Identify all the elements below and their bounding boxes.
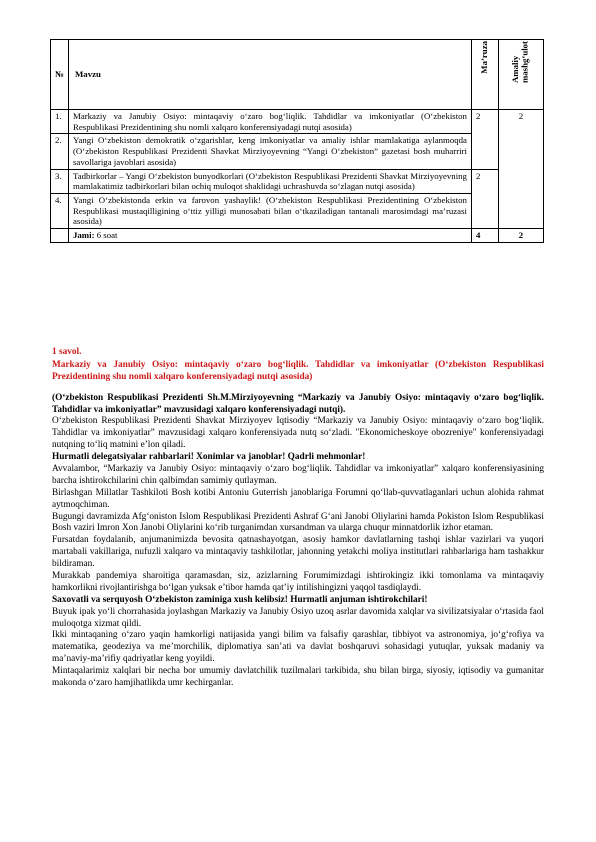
paragraph: Avvalambor, “Markaziy va Janubiy Osiyo: mintaqaviy o‘zaro bog‘liqlik. Tahdidlar va imkoniyatlar” xalqaro konferensiyasining barcha ishtirokchilarini chin qalbimdan samimiy qutlayman. (52, 464, 544, 486)
header-topic: Mavzu (69, 40, 472, 110)
topics-table (50, 39, 544, 243)
header-practical: Amaliy mashg‘ulot (498, 40, 543, 110)
row-topic: Yangi O‘zbekiston demokratik o‘zgarishlar, keng imkoniyatlar va amaliy ishlar mamlakatiga aylanmoqda (O‘zbekiston Respublikasi Prezidenti Shavkat Mirziyoyevning “Yangi O‘zbekiston” gazetasi bosh muharriri savollariga javoblari asosida) (69, 134, 472, 169)
table-row (51, 194, 544, 229)
greeting: Hurmatli delegatsiyalar rahbarlari! Xonimlar va janoblar! Qadrli mehmonlar! (52, 452, 366, 463)
greeting: Saxovatli va serquyosh O‘zbekiston zaminiga xush kelibsiz! Hurmatli anjuman ishtirokchilari! (52, 594, 428, 605)
question-topic: Markaziy va Janubiy Osiyo: mintaqaviy o‘zaro bog‘liqlik. Tahdidlar va imkoniyatlar (O‘zbekiston Respublikasi Prezidentining shu nomli xalqaro konferensiyadagi nutqi asosida) (52, 359, 544, 382)
paragraph: O‘zbekiston Respublikasi Prezidenti Shavkat Mirziyoyev Iqtisodiy “Markaziy va Janubiy Osiyo: mintaqaviy o‘zaro bog‘liqlik. Tahdidlar va imkoniyatlar” mavzusidagi xalqaro konferensiyada nutq so‘zladi. "Ekonomicheskoye obozreniye" konferensiyadagi nutqning to‘liq matnini e’lon qiladi. (52, 416, 544, 451)
lecture-hours-group-2: 2 (471, 169, 498, 229)
table-total-row (51, 229, 544, 243)
row-topic: Markaziy va Janubiy Osiyo: mintaqaviy o‘zaro bog‘liqlik. Tahdidlar va imkoniyatlar (O‘zbekiston Respublikasi Prezidentining shu nomli xalqaro konferensiyadagi nutqi asosida) (69, 110, 472, 134)
speech-heading: (O‘zbekiston Respublikasi Prezidenti Sh.M.Mirziyoyevning “Markaziy va Janubiy Osiyo: mintaqaviy o‘zaro bog‘liqlik. Tahdidlar va imkoniyatlar” mavzusidagi xalqaro konferensiyadagi nutqi). (52, 392, 544, 415)
lecture-hours-group-1: 2 (471, 110, 498, 170)
paragraph: Murakkab pandemiya sharoitiga qaramasdan, siz, azizlarning Forumimizdagi ishtirokingiz ikki tomonlama va mintaqaviy hamkorlikni rivojlantirishga bo‘lgan yuksak e’tibor hamda qat’iy intilishingizni yaqqol tasdiqlaydi. (52, 571, 544, 593)
table-row (51, 110, 544, 134)
row-topic: Yangi O‘zbekistonda erkin va farovon yashaylik! (O‘zbekiston Respublikasi Prezidentining O‘zbekiston Respublikasi mustaqilligining o‘ttiz yilligi munosabati bilan o‘tkaziladigan tantanali marosimdagi ma’ruzasi asosida) (69, 194, 472, 229)
header-lecture: Ma’ruza (471, 40, 498, 110)
question-label: 1 savol. (52, 347, 82, 357)
paragraph: Fursatdan foydalanib, anjumanimizda bevosita qatnashayotgan, asosiy hamkor davlatlarning tashqi ishlar vazirlari va yuqori martabali vakillariga, nufuzli xalqaro va mintaqaviy tashkilotlar, jahonning yetakchi moliya institutlari rahbarlariga ham tashakkur bildiraman. (52, 535, 544, 570)
paragraph: Birlashgan Millatlar Tashkiloti Bosh kotibi Antoniu Guterrish janoblariga Forumni qo‘llab-quvvatlaganlari uchun alohida rahmat aytmoqchiman. (52, 487, 544, 510)
row-number: 4. (51, 194, 69, 229)
row-number: 2. (51, 134, 69, 169)
row-number: 1. (51, 110, 69, 134)
total-lecture: 4 (471, 229, 498, 243)
header-number: № (51, 40, 69, 110)
total-practical: 2 (498, 229, 543, 243)
table-header-row (51, 40, 544, 110)
total-blank-cell (51, 229, 69, 243)
paragraph: Mintaqalarimiz xalqlari bir necha bor umumiy davlatchilik tuzilmalari tarkibida, shu bilan birga, siyosiy, iqtisodiy va gumanitar makonda o‘zaro hamjihatlikda umr kechirganlar. (52, 666, 544, 689)
table-row (51, 169, 544, 193)
lecture-text (52, 347, 544, 690)
table-row (51, 134, 544, 169)
practical-hours: 2 (498, 110, 543, 229)
row-topic: Tadbirkorlar – Yangi O‘zbekiston bunyodkorlari (O‘zbekiston Respublikasi Prezidenti Shavkat Mirziyoyevning mamlakatimiz tadbirkorlari bilan ochiq muloqot shaklidagi uchrashuvda so‘zlagan nutqi asosida) (69, 169, 472, 193)
paragraph: Ikki mintaqaning o‘zaro yaqin hamkorligi natijasida yangi bilim va falsafiy qarashlar, tibbiyot va astronomiya, jo‘g‘rofiya va matematika, geodeziya va me’morchilik, diplomatiya san’ati va davlat boshqaruvi sohasidagi yutuqlar, yuksak madaniy va ma’naviy-ma’rifiy qadriyatlar keng yoyildi. (52, 630, 544, 665)
row-number: 3. (51, 169, 69, 193)
paragraph: Bugungi davramizda Afg‘oniston Islom Respublikasi Prezidenti Ashraf G‘ani Janobi Oliylarini hamda Pokiston Islom Respublikasi Bosh vaziri Imron Xon Janobi Oliylarini ko‘rib turganimdan xursandman va ularga chuqur minnatdorlik izhor etaman. (52, 511, 544, 534)
total-label: Jami: 6 soat (69, 229, 472, 243)
paragraph: Buyuk ipak yo‘li chorrahasida joylashgan Markaziy va Janubiy Osiyo uzoq asrlar davomida xalqlar va sivilizatsiyalar o‘rtasida faol muloqotga xizmat qildi. (52, 606, 544, 629)
